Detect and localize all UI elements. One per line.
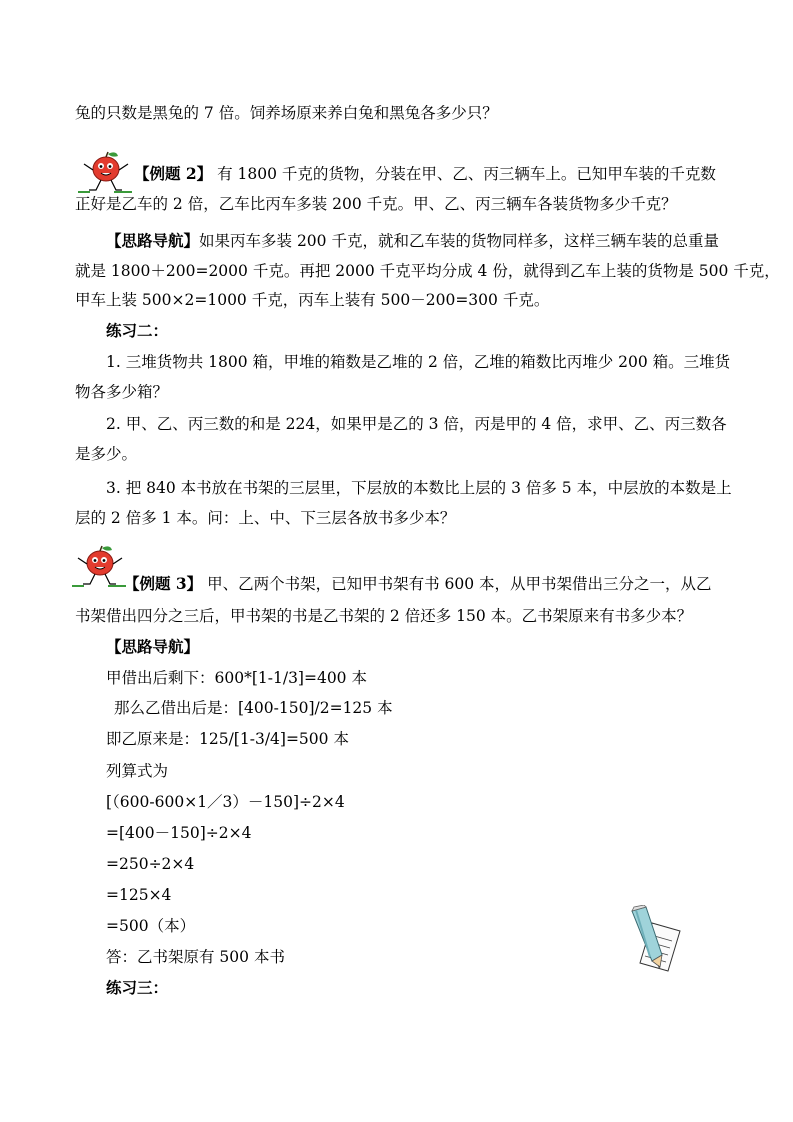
text-line: 正好是乙车的 2 倍，乙车比丙车多装 200 千克。甲、乙、丙三辆车各装货物多少千克？ xyxy=(75,195,677,213)
text-line: 书架借出四分之三后，甲书架的书是乙书架的 2 倍还多 150 本。乙书架原来有书多少本？ xyxy=(75,607,693,625)
cartoon-apple-icon xyxy=(70,544,128,588)
answer-line: 答：乙书架原有 500 本书 xyxy=(106,948,285,966)
nav-2-line xyxy=(106,231,719,251)
text-line: 3. 把 840 本书放在书架的三层里，下层放的本数比上层的 3 倍多 5 本，中层放的本数是上 xyxy=(106,479,732,497)
text-line: 就是 1800＋200=2000 千克。再把 2000 千克平均分成 4 份，就得到乙车上装的货物是 500 千克， xyxy=(75,262,780,280)
example-3-label: 【例题 3】 xyxy=(124,574,203,593)
solution-line: 列算式为 xyxy=(106,762,169,780)
text-line: 甲车上装 500×2=1000 千克，丙车上装有 500－200=300 千克。 xyxy=(75,291,550,309)
solution-line: 即乙原来是：125/[1-3/4]=500 本 xyxy=(106,730,349,748)
text-line: 层的 2 倍多 1 本。问：上、中、下三层各放书多少本？ xyxy=(75,509,456,527)
text-line: 兔的只数是黑兔的 7 倍。饲养场原来养白兔和黑兔各多少只？ xyxy=(75,104,498,122)
solution-line: 甲借出后剩下：600*[1-1/3]=400 本 xyxy=(106,669,367,687)
example-2-label: 【例题 2】 xyxy=(134,164,213,183)
text-line: 如果丙车多装 200 千克，就和乙车装的货物同样多，这样三辆车装的总重量 xyxy=(199,232,719,250)
practice-3-heading: 练习三： xyxy=(106,978,169,997)
solution-line: =500（本） xyxy=(106,917,196,935)
nav-2-label: 【思路导航】 xyxy=(106,231,200,250)
solution-line: [（600-600×1／3）－150]÷2×4 xyxy=(106,793,345,811)
pencil-paper-icon xyxy=(622,905,684,977)
cartoon-apple-icon xyxy=(76,150,134,194)
text-line: 2. 甲、乙、丙三数的和是 224，如果甲是乙的 3 倍，丙是甲的 4 倍，求甲、乙、丙三数各 xyxy=(106,415,727,433)
solution-line: =250÷2×4 xyxy=(106,855,195,873)
solution-line: =[400－150]÷2×4 xyxy=(106,824,252,842)
text-line: 1. 三堆货物共 1800 箱，甲堆的箱数是乙堆的 2 倍，乙堆的箱数比丙堆少 200 箱。三堆货 xyxy=(106,353,731,371)
practice-2-heading: 练习二： xyxy=(106,321,169,340)
text-line: 是多少。 xyxy=(75,445,138,463)
text-line: 物各多少箱？ xyxy=(75,383,169,401)
nav-3-heading: 【思路导航】 xyxy=(106,637,200,656)
solution-line: 那么乙借出后是：[400-150]/2=125 本 xyxy=(114,699,393,717)
text-line: 甲、乙两个书架，已知甲书架有书 600 本，从甲书架借出三分之一，从乙 xyxy=(202,575,712,593)
text-line: 有 1800 千克的货物，分装在甲、乙、丙三辆车上。已知甲车装的千克数 xyxy=(212,165,716,183)
example-2-line xyxy=(134,164,716,184)
solution-line: =125×4 xyxy=(106,886,172,904)
example-3-line xyxy=(124,574,712,594)
